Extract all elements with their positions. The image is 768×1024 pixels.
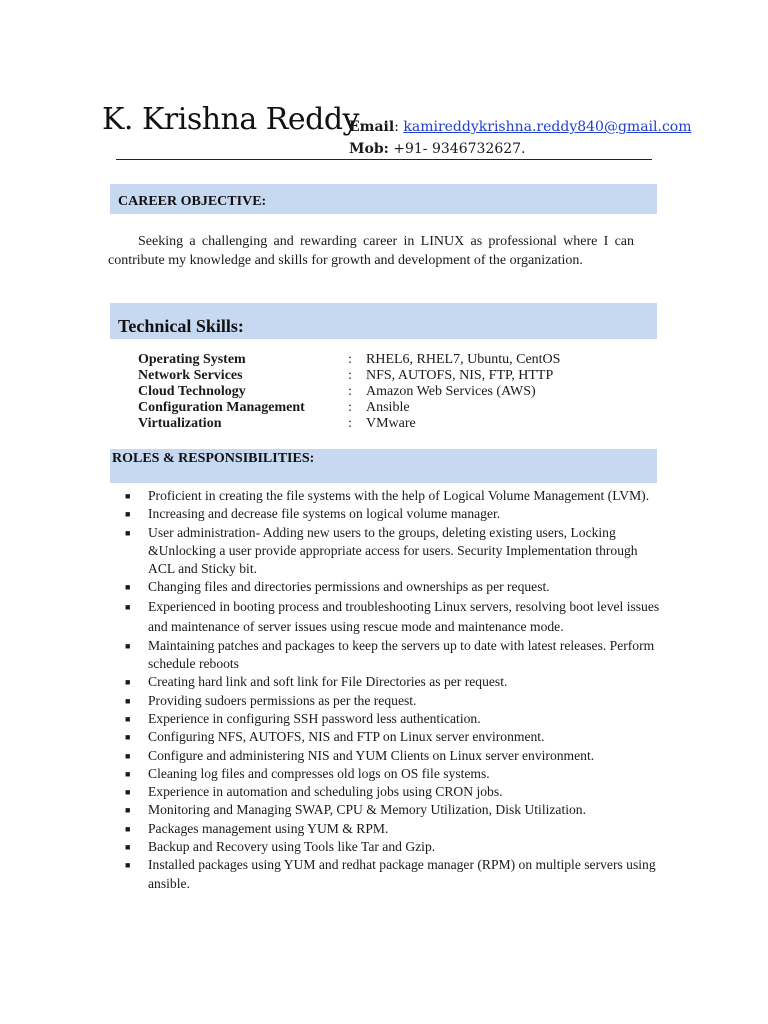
email-separator: : [394, 119, 404, 135]
technical-skills-heading: Technical Skills: [118, 316, 244, 336]
list-item-text: Maintaining patches and packages to keep the servers up to date with latest releases. Perform schedule reboots [148, 637, 655, 672]
list-item-text: Monitoring and Managing SWAP, CPU & Memory Utilization, Disk Utilization. [148, 802, 586, 818]
bullet-icon: ■ [125, 732, 131, 743]
roles-list [122, 487, 662, 893]
list-item-text: Packages management using YUM & RPM. [148, 820, 389, 836]
list-item [122, 728, 662, 746]
career-objective-heading: CAREER OBJECTIVE: [118, 194, 267, 209]
bullet-icon: ■ [125, 677, 131, 688]
list-item [122, 765, 662, 783]
skill-separator: : [348, 416, 352, 431]
bullet-icon: ■ [125, 823, 131, 834]
mobile-label: Mob: [349, 141, 389, 157]
skill-separator: : [348, 352, 352, 367]
skill-key: Configuration Management [138, 400, 305, 415]
list-item-text: User administration- Adding new users to the groups, deleting existing users, Locking &Unlocking a user provide appropriate access for users. Security Implementation through ACL and Sticky bit. [148, 524, 638, 577]
list-item-text: Cleaning log files and compresses old logs on OS file systems. [148, 765, 490, 781]
list-item [122, 856, 662, 893]
career-objective-text: Seeking a challenging and rewarding career in LINUX as professional where I can contribute my knowledge and skills for growth and development of the organization. [108, 234, 634, 268]
list-item [122, 524, 662, 579]
list-item-text: Providing sudoers permissions as per the request. [148, 692, 417, 708]
list-item [122, 710, 662, 728]
skill-separator: : [348, 400, 352, 415]
bullet-icon: ■ [125, 860, 131, 871]
list-item [122, 578, 662, 596]
list-item-text: Configure and administering NIS and YUM Clients on Linux server environment. [148, 747, 595, 763]
email-label: Email [349, 119, 395, 135]
list-item [122, 637, 662, 674]
list-item-text: Experienced in booting process and troubleshooting Linux servers, resolving boot level issues and maintenance of server issues using rescue mode and maintenance mode. [148, 598, 660, 634]
skill-separator: : [348, 384, 352, 399]
bullet-icon: ■ [125, 713, 131, 724]
list-item-text: Installed packages using YUM and redhat package manager (RPM) on multiple servers using ansible. [148, 857, 656, 891]
bullet-icon: ■ [125, 491, 131, 501]
bullet-icon: ■ [125, 582, 131, 593]
skill-separator: : [348, 368, 352, 383]
list-item [122, 505, 662, 523]
list-item [122, 783, 662, 801]
skill-value: VMware [366, 416, 416, 431]
list-item-text: Backup and Recovery using Tools like Tar and Gzip. [148, 839, 436, 855]
list-item [122, 487, 662, 505]
skill-value: Ansible [366, 400, 410, 415]
bullet-icon: ■ [125, 695, 131, 706]
email-row [349, 117, 692, 137]
skill-key: Operating System [138, 352, 246, 367]
list-item [122, 597, 662, 637]
bullet-icon: ■ [125, 640, 131, 651]
list-item [122, 692, 662, 710]
list-item-text: Experience in automation and scheduling jobs using CRON jobs. [148, 784, 503, 800]
list-item [122, 838, 662, 856]
mobile-number: +91- 9346732627. [388, 141, 526, 157]
mobile-row [349, 139, 526, 159]
bullet-icon: ■ [125, 805, 131, 816]
list-item [122, 673, 662, 691]
list-item-text: Creating hard link and soft link for File Directories as per request. [148, 674, 508, 690]
skill-key: Virtualization [138, 416, 222, 431]
list-item-text: Experience in configuring SSH password less authentication. [148, 710, 481, 726]
list-item-text: Changing files and directories permissions and ownerships as per request. [148, 579, 550, 595]
email-link[interactable]: kamireddykrishna.reddy840@gmail.com [403, 119, 692, 135]
list-item [122, 801, 662, 819]
list-item-text: Configuring NFS, AUTOFS, NIS and FTP on Linux server environment. [148, 729, 545, 745]
bullet-icon: ■ [125, 527, 131, 538]
bullet-icon: ■ [125, 509, 131, 520]
bullet-icon: ■ [125, 787, 131, 798]
skill-key: Network Services [138, 368, 243, 383]
skill-key: Cloud Technology [138, 384, 246, 399]
list-item [122, 747, 662, 765]
list-item-text: Proficient in creating the file systems with the help of Logical Volume Management (LVM). [148, 488, 650, 503]
candidate-name: K. Krishna Reddy [102, 102, 359, 137]
skill-value: RHEL6, RHEL7, Ubuntu, CentOS [366, 352, 561, 367]
list-item [122, 820, 662, 838]
skill-value: NFS, AUTOFS, NIS, FTP, HTTP [366, 368, 554, 383]
bullet-icon: ■ [125, 842, 131, 853]
roles-heading: ROLES & RESPONSIBILITIES: [112, 451, 315, 466]
bullet-icon: ■ [125, 768, 131, 779]
bullet-icon: ■ [125, 601, 131, 612]
skill-value: Amazon Web Services (AWS) [366, 384, 536, 399]
bullet-icon: ■ [125, 750, 131, 761]
header-divider [116, 159, 652, 160]
list-item-text: Increasing and decrease file systems on logical volume manager. [148, 506, 501, 522]
